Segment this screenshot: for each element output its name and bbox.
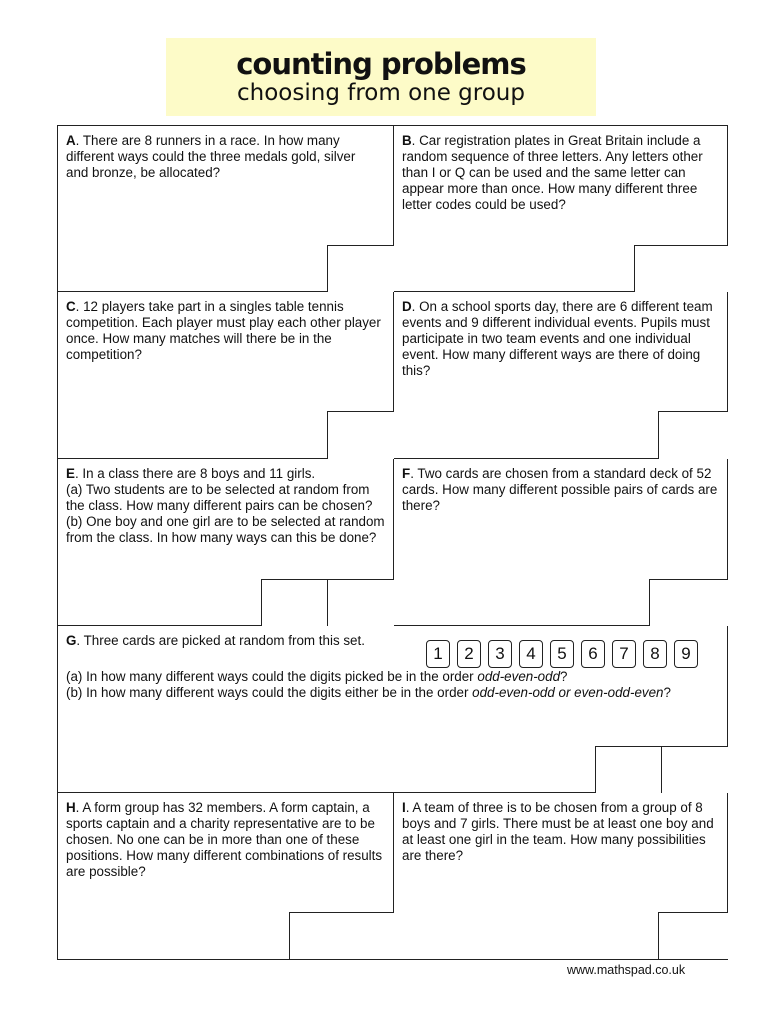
page-title: counting problems	[236, 47, 526, 81]
answer-box-b[interactable]	[661, 746, 728, 793]
question-text: . Three cards are picked at random from this set.	[76, 633, 365, 648]
question-text: . A team of three is to be chosen from a group of 8 boys and 7 girls. There must be at least one boy and at least one girl in the team. How many possibilities are there?	[402, 800, 714, 863]
question-a	[58, 126, 394, 292]
question-text: . 12 players take part in a singles table tennis competition. Each player must play each other player once. How many matches will there be in the competition?	[66, 299, 381, 362]
digit-card: 4	[519, 640, 543, 668]
question-letter: E	[66, 466, 75, 481]
digit-card: 6	[581, 640, 605, 668]
question-b	[394, 126, 728, 292]
footer-url: www.mathspad.co.uk	[567, 963, 686, 977]
question-part-a: (a) Two students are to be selected at random from the class. How many different pairs can be chosen?	[66, 482, 373, 513]
question-letter: C	[66, 299, 76, 314]
question-letter: H	[66, 800, 76, 815]
digit-card: 7	[612, 640, 636, 668]
answer-box-a[interactable]	[595, 746, 662, 793]
answer-box[interactable]	[658, 411, 728, 459]
digit-card: 8	[643, 640, 667, 668]
question-letter: F	[402, 466, 411, 481]
question-c	[58, 292, 394, 459]
answer-box-a[interactable]	[261, 579, 328, 626]
answer-box[interactable]	[289, 912, 394, 959]
question-text: . In a class there are 8 boys and 11 girls.	[74, 466, 316, 481]
question-text: . A form group has 32 members. A form captain, a sports captain and a charity representative are to be chosen. No one can be in more than one of these positions. How many different combinations of results are possible?	[66, 800, 383, 879]
question-part-b: (b) In how many different ways could the digits either be in the order odd-even-odd or even-odd-even?	[66, 685, 671, 700]
answer-box[interactable]	[649, 579, 728, 626]
question-text: . Car registration plates in Great Britain include a random sequence of three letters. Any letters other than I or Q can be used and the same letter can appear more than once. How many different three letter codes could be used?	[402, 133, 703, 212]
question-letter: D	[402, 299, 412, 314]
question-text: . There are 8 runners in a race. In how many different ways could the three medals gold, silver and bronze, be allocated?	[66, 133, 356, 180]
question-g	[58, 626, 728, 793]
question-text: . Two cards are chosen from a standard deck of 52 cards. How many different possible pairs of cards are there?	[402, 466, 718, 513]
question-part-a: (a) In how many different ways could the digits picked be in the order odd-even-odd?	[66, 669, 568, 684]
title-banner	[166, 38, 596, 116]
digit-card: 5	[550, 640, 574, 668]
question-letter: A	[66, 133, 76, 148]
question-h	[58, 793, 394, 959]
question-letter: G	[66, 633, 77, 648]
digit-card: 1	[426, 640, 450, 668]
answer-box[interactable]	[634, 245, 728, 292]
question-letter: B	[402, 133, 412, 148]
digit-card: 2	[457, 640, 481, 668]
answer-box[interactable]	[327, 411, 394, 459]
question-f	[394, 459, 728, 626]
question-part-b: (b) One boy and one girl are to be selected at random from the class. In how many ways can this be done?	[66, 514, 385, 545]
question-e	[58, 459, 394, 626]
digit-card: 9	[674, 640, 698, 668]
answer-box[interactable]	[658, 912, 728, 959]
answer-box-b[interactable]	[327, 579, 394, 626]
question-i	[394, 793, 728, 959]
question-letter: I	[402, 800, 406, 815]
question-grid	[57, 125, 728, 960]
digit-card: 3	[488, 640, 512, 668]
answer-box[interactable]	[327, 245, 394, 292]
page-subtitle: choosing from one group	[237, 80, 525, 106]
question-text: . On a school sports day, there are 6 different team events and 9 different individual events. Pupils must participate in two team events and one individual event. How many different ways are there of doing this?	[402, 299, 713, 378]
question-d	[394, 292, 728, 459]
